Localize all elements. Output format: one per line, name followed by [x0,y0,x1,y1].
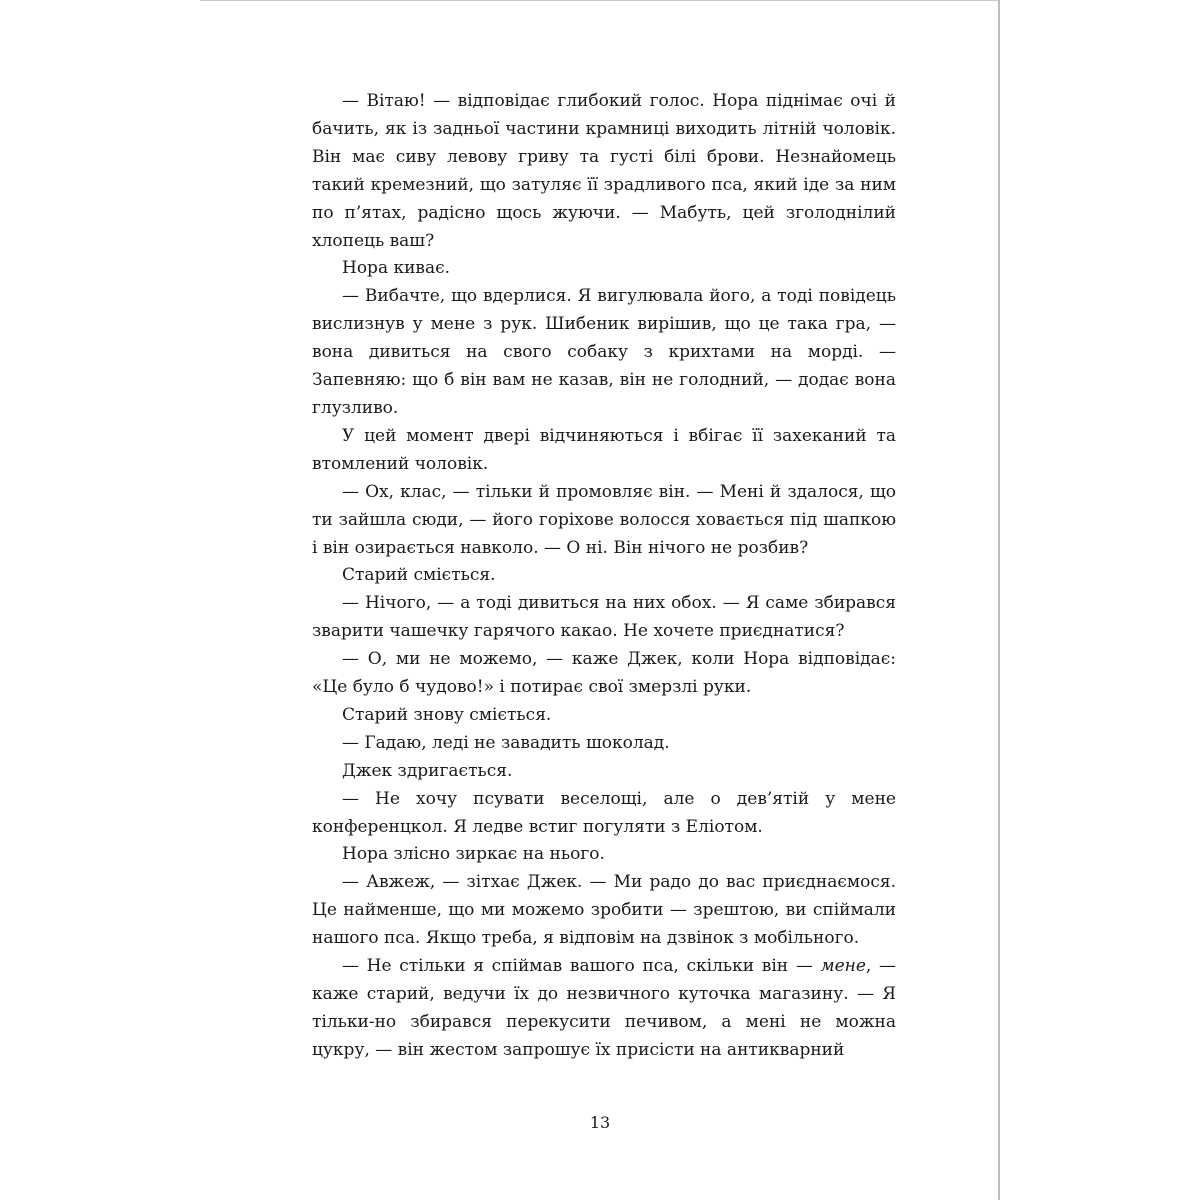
paragraph: — Ох, клас, — тільки й промовляє він. — Мені й здалося, що ти зайшла сюди, — його горіхове волосся ховається під шапкою і він озирається навколо. — О ні. Він нічого не розбив? [312,481,896,558]
paragraph: Нора киває. [342,258,451,279]
paragraph: — Авжеж, — зітхає Джек. — Ми радо до вас приєднаємося. Це найменше, що ми можемо зробити — зрештою, ви спіймали нашого пса. Якщо треба, я відповім на дзвінок з мобільного. [312,872,896,949]
page-top-edge [200,0,999,1]
paragraph: — Не хочу псувати веселощі, але о дев’ятій у мене конференцкол. Я ледве встиг погуляти з Еліотом. [312,788,896,837]
paragraph: Нора злісно зиркає на нього. [342,844,605,865]
paragraph: — Вітаю! — відповідає глибокий голос. Нора піднімає очі й бачить, як із задньої частини крамниці виходить літній чоловік. Він має сиву левову гриву та густі білі брови. Незнайомець такий кремезний, що затуляє її зрадливого пса, який іде за ним по п’ятах, радісно щось жуючи. — Мабуть, цей зголоднілий хлопець ваш? [312,91,896,251]
page-right-edge [998,0,1000,1200]
paragraph [312,953,896,1065]
paragraph-text: , — каже старий, ведучи їх до незвичного куточка магазину. — Я тільки-но збирався перекусити печивом, а мені не можна цукру, — він жестом запрошує їх присісти на антикварний [312,956,897,1060]
paragraph: — Вибачте, що вдерлися. Я вигулювала його, а тоді повідець вислизнув у мене з рук. Шибеник вирішив, що це така гра, — вона дивиться на свого собаку з крихтами на морді. — Запевняю: що б він вам не казав, він не голодний, — додає вона глузливо. [312,286,896,418]
paragraph: Старий сміється. [342,565,496,586]
paragraph: — Нічого, — а тоді дивиться на них обох. — Я саме збирався зварити чашечку гарячого какао. Не хочете приєднатися? [312,593,896,642]
paragraph: Джек здригається. [342,760,513,781]
paragraph: — Гадаю, леді не завадить шоколад. [342,732,670,753]
page-number: 13 [589,1113,611,1132]
body-text [312,88,896,1065]
italic-word: мене [820,956,866,977]
paragraph: — О, ми не можемо, — каже Джек, коли Нора відповідає: «Це було б чудово!» і потирає свої змерзлі руки. [312,649,896,698]
paragraph-text: — Не стільки я спіймав вашого пса, скільки він — [342,956,821,977]
paragraph: Старий знову сміється. [342,704,552,725]
paragraph: У цей момент двері відчиняються і вбігає її захеканий та втомлений чоловік. [312,425,896,474]
